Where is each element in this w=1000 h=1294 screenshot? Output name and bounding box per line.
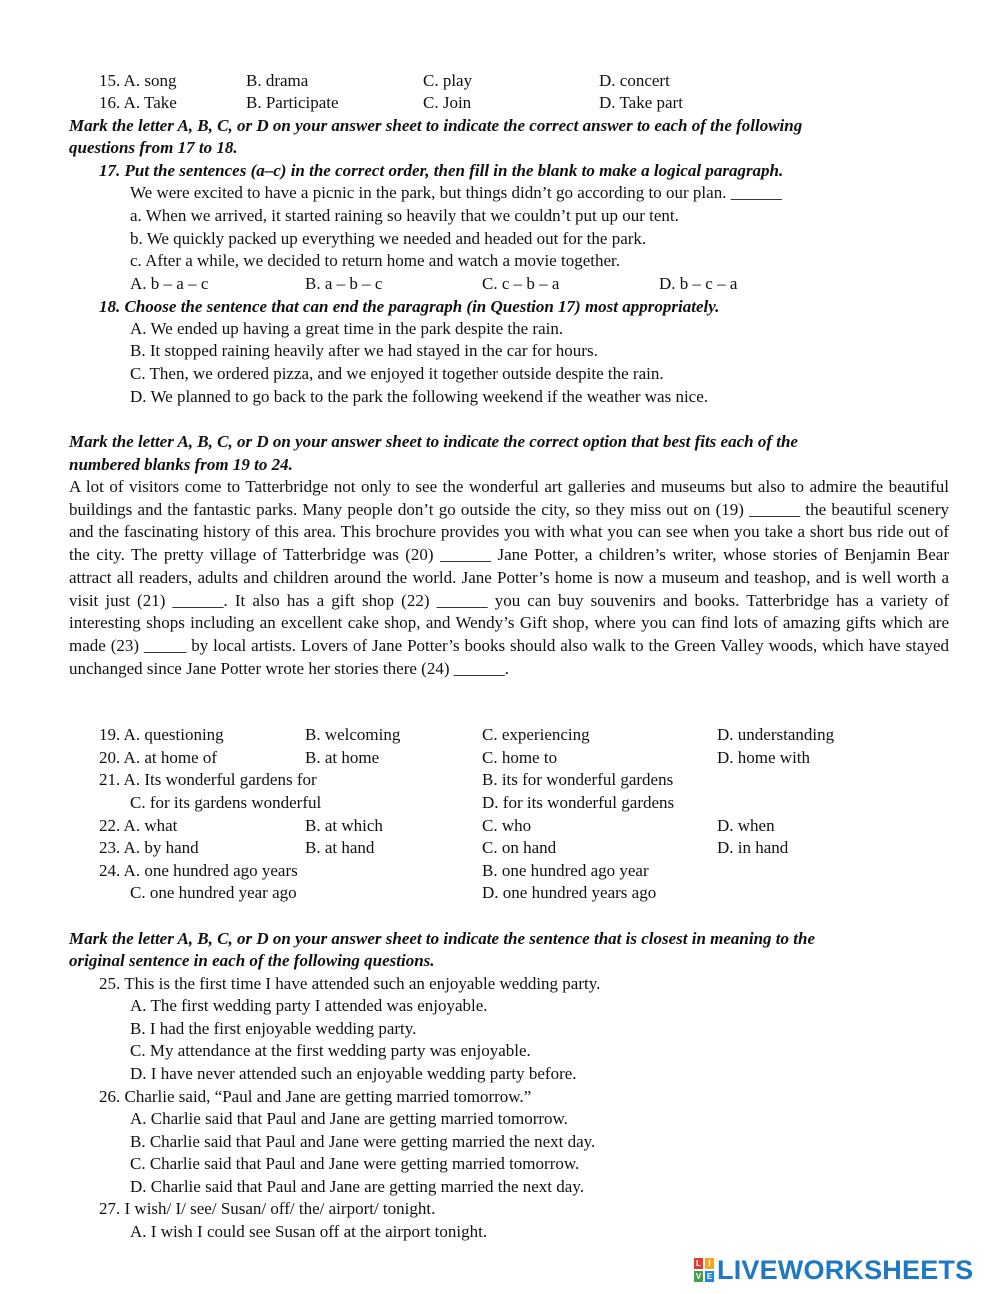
q17-sentence-c: c. After a while, we decided to return home and watch a movie together.	[130, 251, 620, 270]
q18-option-c: C. Then, we ordered pizza, and we enjoyed it together outside despite the rain.	[130, 364, 664, 383]
q17-option-d: D. b – c – a	[659, 274, 738, 293]
q21-option-d: D. for its wonderful gardens	[482, 793, 675, 812]
q26-option-b: B. Charlie said that Paul and Jane were getting married the next day.	[130, 1132, 596, 1151]
q17-sentence-b: b. We quickly packed up everything we needed and headed out for the park.	[130, 229, 647, 248]
logo-mark-icon	[694, 1258, 714, 1282]
instruction-19-24-line1: Mark the letter A, B, C, or D on your answer sheet to indicate the correct option that best fits each of the	[69, 432, 798, 451]
q26-option-d: D. Charlie said that Paul and Jane are getting married the next day.	[130, 1177, 584, 1196]
q27-option-a: A. I wish I could see Susan off at the airport tonight.	[130, 1222, 488, 1241]
q24-option-a: 24. A. one hundred ago years	[99, 861, 298, 880]
q25-prompt: 25. This is the first time I have attended such an enjoyable wedding party.	[99, 974, 601, 993]
q26-option-c: C. Charlie said that Paul and Jane were getting married tomorrow.	[130, 1154, 580, 1173]
q24-option-c: C. one hundred year ago	[130, 883, 297, 902]
q18-option-a: A. We ended up having a great time in the park despite the rain.	[130, 319, 564, 338]
q20-option-c: C. home to	[482, 748, 558, 767]
q18-option-b: B. It stopped raining heavily after we had stayed in the car for hours.	[130, 341, 598, 360]
q26-prompt: 26. Charlie said, “Paul and Jane are getting married tomorrow.”	[99, 1087, 532, 1106]
instruction-17-18-line2: questions from 17 to 18.	[69, 138, 238, 157]
logo-mark-e: E	[706, 1272, 713, 1281]
q16-option-b: B. Participate	[246, 93, 339, 112]
q22-option-d: D. when	[717, 816, 775, 835]
reading-passage: A lot of visitors come to Tatterbridge not only to see the wonderful art galleries and museums but also to admire the beautiful buildings and the fantastic parks. Many people don’t go outside the city, so they miss out on (19) ______ the beautiful scenery and the fascinating history of this area. This brochure provides you with what you can see when you take a short bus ride out of the city. The pretty village of Tatterbridge was (20) ______ Jane Potter, a children’s writer, whose stories of Benjamin Bear attract all readers, adults and children around the world. Jane Potter’s home is now a museum and teashop, and is well worth a visit just (21) ______. It also has a gift shop (22) ______ you can buy souvenirs and books. Tatterbridge has a variety of interesting shops including an excellent cake shop, and Wendy’s Gift shop, where you can find lots of amazing gifts which are made (23) _____ by local artists. Lovers of Jane Potter’s books should also walk to the Green Valley woods, which have stayed unchanged since Jane Potter wrote her stories there (24) ______.	[69, 477, 949, 678]
q24-option-d: D. one hundred years ago	[482, 883, 657, 902]
q20-option-b: B. at home	[305, 748, 380, 767]
q22-option-a: 22. A. what	[99, 816, 178, 835]
q19-option-c: C. experiencing	[482, 725, 590, 744]
q25-option-a: A. The first wedding party I attended was enjoyable.	[130, 996, 488, 1015]
q25-option-b: B. I had the first enjoyable wedding party.	[130, 1019, 417, 1038]
instruction-19-24-line2: numbered blanks from 19 to 24.	[69, 455, 293, 474]
q23-option-a: 23. A. by hand	[99, 838, 199, 857]
q18-prompt: 18. Choose the sentence that can end the paragraph (in Question 17) most appropriately.	[99, 297, 720, 316]
q26-option-a: A. Charlie said that Paul and Jane are getting married tomorrow.	[130, 1109, 568, 1128]
q16-option-c: C. Join	[423, 93, 472, 112]
logo-mark-i: I	[705, 1258, 714, 1269]
q18-option-d: D. We planned to go back to the park the following weekend if the weather was nice.	[130, 387, 709, 406]
q23-option-d: D. in hand	[717, 838, 789, 857]
logo-text: LIVEWORKSHEETS	[717, 1254, 974, 1285]
q17-option-c: C. c – b – a	[482, 274, 560, 293]
q17-option-b: B. a – b – c	[305, 274, 383, 293]
q22-option-c: C. who	[482, 816, 532, 835]
q23-option-c: C. on hand	[482, 838, 557, 857]
q15-option-d: D. concert	[599, 71, 670, 90]
logo-mark-v: V	[695, 1272, 702, 1281]
q16-option-a: 16. A. Take	[99, 93, 177, 112]
q27-prompt: 27. I wish/ I/ see/ Susan/ off/ the/ airport/ tonight.	[99, 1199, 436, 1218]
q17-prompt: 17. Put the sentences (a–c) in the correct order, then fill in the blank to make a logical paragraph.	[99, 161, 784, 180]
q24-option-b: B. one hundred ago year	[482, 861, 649, 880]
q19-option-b: B. welcoming	[305, 725, 401, 744]
q16-option-d: D. Take part	[599, 93, 683, 112]
q21-option-a: 21. A. Its wonderful gardens for	[99, 770, 317, 789]
q22-option-b: B. at which	[305, 816, 383, 835]
q17-option-a: A. b – a – c	[130, 274, 209, 293]
q15-option-b: B. drama	[246, 71, 309, 90]
instruction-25-27-line2: original sentence in each of the following questions.	[69, 951, 435, 970]
q25-option-c: C. My attendance at the first wedding party was enjoyable.	[130, 1041, 531, 1060]
q15-option-c: C. play	[423, 71, 473, 90]
logo-mark-l: L	[694, 1258, 703, 1269]
q21-option-b: B. its for wonderful gardens	[482, 770, 674, 789]
instruction-17-18-line1: Mark the letter A, B, C, or D on your answer sheet to indicate the correct answer to each of the following	[69, 116, 803, 135]
q17-sentence-a: a. When we arrived, it started raining so heavily that we couldn’t put up our tent.	[130, 206, 679, 225]
q19-option-d: D. understanding	[717, 725, 835, 744]
liveworksheets-logo[interactable]	[694, 1256, 973, 1284]
q20-option-a: 20. A. at home of	[99, 748, 218, 767]
q21-option-c: C. for its gardens wonderful	[130, 793, 322, 812]
q17-lead-sentence: We were excited to have a picnic in the park, but things didn’t go according to our plan. ______	[130, 183, 782, 202]
q20-option-d: D. home with	[717, 748, 811, 767]
q15-option-a: 15. A. song	[99, 71, 177, 90]
instruction-25-27-line1: Mark the letter A, B, C, or D on your answer sheet to indicate the sentence that is closest in meaning to the	[69, 929, 816, 948]
q25-option-d: D. I have never attended such an enjoyable wedding party before.	[130, 1064, 577, 1083]
q19-option-a: 19. A. questioning	[99, 725, 224, 744]
q23-option-b: B. at hand	[305, 838, 375, 857]
